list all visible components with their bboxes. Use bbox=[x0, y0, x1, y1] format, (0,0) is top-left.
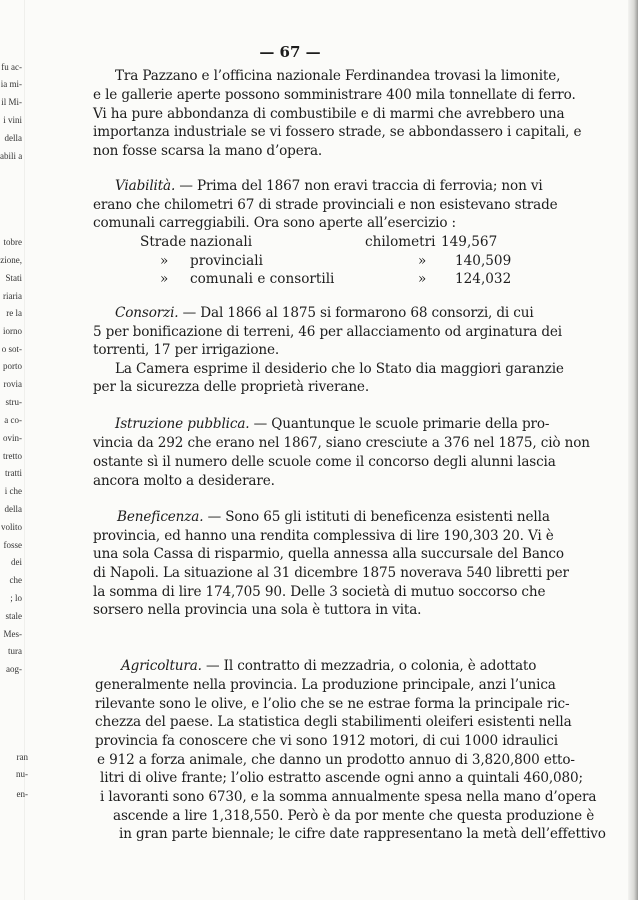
line-text: ostante sì il numero delle scuole come il concorso degli alunni lascia bbox=[93, 454, 556, 470]
roads-cell-a: Strade bbox=[140, 234, 187, 250]
text-line bbox=[97, 751, 575, 769]
line-text: una sola Cassa di risparmio, quella annessa alla succursale del Banco bbox=[93, 546, 564, 562]
line-text: 5 per bonificazione di terreni, 46 per allacciamento od arginatura dei bbox=[93, 324, 562, 340]
facing-page-edge bbox=[24, 0, 25, 900]
roads-cell-d: 149,567 bbox=[441, 234, 498, 250]
text-line bbox=[93, 378, 506, 396]
text-line bbox=[93, 341, 506, 359]
roads-cell-b: nazionali bbox=[190, 234, 253, 250]
text-line bbox=[93, 601, 506, 619]
margin-fragment: ran bbox=[16, 752, 28, 762]
text-line bbox=[93, 214, 506, 232]
text-line bbox=[93, 564, 569, 582]
text-line bbox=[115, 67, 561, 85]
margin-fragment: stale bbox=[5, 611, 22, 621]
line-text: sorsero nella provincia una sola è tuttora in vita. bbox=[93, 602, 422, 618]
margin-fragment: a co- bbox=[4, 415, 22, 425]
text-line bbox=[93, 472, 506, 490]
text-line bbox=[119, 825, 606, 843]
line-text: La Camera esprime il desiderio che lo Stato dia maggiori garanzie bbox=[115, 361, 564, 377]
text-line bbox=[93, 196, 558, 214]
margin-fragment: fosse bbox=[3, 540, 22, 550]
roads-cell-c: » bbox=[418, 252, 427, 269]
margin-fragment: dei bbox=[11, 557, 22, 567]
line-text: chezza del paese. La statistica degli stabilimenti oleiferi esistenti nella bbox=[95, 714, 572, 730]
page-gutter-shadow bbox=[628, 0, 638, 900]
line-text: rilevante sono le olive, e l’olio che se ne estrae forma la principale ric- bbox=[95, 696, 570, 712]
section-heading: Consorzi. bbox=[115, 305, 183, 321]
line-text: vincia da 292 che erano nel 1867, siano cresciute a 376 nel 1875, ciò non bbox=[93, 435, 590, 451]
margin-fragment: il Mi- bbox=[1, 97, 22, 107]
text-line bbox=[115, 177, 543, 195]
section-heading: Beneficenza. bbox=[117, 509, 208, 525]
margin-fragment: o sot- bbox=[1, 344, 22, 354]
margin-fragment: riaria bbox=[3, 291, 22, 301]
text-line bbox=[117, 508, 550, 526]
text-line bbox=[93, 105, 565, 123]
margin-fragment: della bbox=[4, 504, 22, 514]
line-text: di Napoli. La situazione al 31 dicembre 1875 noverava 540 libretti per bbox=[93, 565, 569, 581]
line-text: generalmente nella provincia. La produzione principale, anzi l’unica bbox=[95, 677, 556, 693]
line-text: la somma di lire 174,705 90. Delle 3 società di mutuo soccorso che bbox=[93, 584, 546, 600]
line-text: e le gallerie aperte possono somministrare 400 mila tonnellate di ferro. bbox=[93, 87, 576, 103]
margin-fragment: tura bbox=[8, 646, 22, 656]
text-line bbox=[93, 583, 546, 601]
text-line bbox=[95, 732, 558, 750]
margin-fragment: tratti bbox=[5, 468, 22, 478]
margin-fragment: fu ac- bbox=[1, 62, 22, 72]
text-line bbox=[93, 123, 582, 141]
line-text: i lavoranti sono 6730, e la somma annualmente spesa nella mano d’opera bbox=[100, 789, 597, 805]
line-text: provincia, ed hanno una rendita complessiva di lire 190,303 20. Vi è bbox=[93, 528, 554, 544]
text-line bbox=[121, 657, 537, 675]
section-heading: Viabilità. bbox=[115, 178, 180, 194]
margin-fragment: aog- bbox=[6, 664, 22, 674]
margin-fragment: porto bbox=[3, 361, 22, 371]
line-text: importanza industriale se vi fossero strade, se abbondassero i capitali, e bbox=[93, 124, 582, 140]
line-text: comunali carreggiabili. Ora sono aperte all’esercizio : bbox=[93, 215, 456, 231]
page-number: — 67 — bbox=[259, 43, 321, 61]
line-text: provincia fa conoscere che vi sono 1912 motori, di cui 1000 idraulici bbox=[95, 733, 558, 749]
line-text: non fosse scarsa la mano d’opera. bbox=[93, 143, 323, 159]
line-text: — Sono 65 gli istituti di beneficenza esistenti nella bbox=[207, 509, 550, 525]
margin-fragment: della bbox=[4, 133, 22, 143]
roads-cell-d: 140,509 bbox=[455, 252, 512, 269]
margin-fragment: che bbox=[9, 575, 22, 585]
margin-fragment: ia mi- bbox=[0, 79, 22, 89]
line-text: ascende a lire 1,318,550. Però è da por mente che questa produzione è bbox=[113, 808, 595, 824]
margin-fragment: Mes- bbox=[3, 629, 22, 639]
text-line bbox=[93, 545, 564, 563]
text-line bbox=[115, 415, 550, 433]
line-text: torrenti, 17 per irrigazione. bbox=[93, 342, 280, 358]
line-text: — Quantunque le scuole primarie della pro- bbox=[253, 416, 550, 432]
text-line bbox=[93, 323, 562, 341]
margin-fragment: ovin- bbox=[3, 433, 22, 443]
margin-fragment: volito bbox=[0, 522, 22, 532]
line-text: — Il contratto di mezzadria, o colonia, è adottato bbox=[206, 658, 537, 674]
line-text: in gran parte biennale; le cifre date rappresentano la metà dell’effettivo bbox=[119, 826, 606, 842]
line-text: litri di olive frante; l’olio estratto ascende ogni anno a quintali 460,080; bbox=[100, 770, 583, 786]
roads-cell-d: 124,032 bbox=[455, 271, 512, 287]
margin-fragment: i vini bbox=[3, 115, 22, 125]
line-text: Vi ha pure abbondanza di combustibile e di marmi che avrebbero una bbox=[93, 106, 565, 122]
margin-fragment: nu- bbox=[16, 769, 28, 779]
margin-fragment: Stati bbox=[5, 273, 22, 283]
text-line bbox=[95, 676, 556, 694]
text-line bbox=[93, 527, 554, 545]
margin-fragment: abili a bbox=[0, 151, 22, 161]
text-line bbox=[100, 788, 597, 806]
margin-fragment: zione, bbox=[0, 255, 22, 265]
margin-fragment: stru- bbox=[5, 397, 22, 407]
margin-fragment: re la bbox=[6, 308, 22, 318]
margin-fragment: tretto bbox=[3, 451, 22, 461]
margin-fragment: iorno bbox=[3, 326, 22, 336]
text-line bbox=[100, 769, 583, 787]
roads-cell-b: provinciali bbox=[190, 252, 263, 269]
text-line bbox=[95, 695, 570, 713]
margin-fragment: rovia bbox=[3, 379, 22, 389]
text-line bbox=[95, 713, 572, 731]
roads-cell-a: » bbox=[160, 271, 169, 287]
line-text: erano che chilometri 67 di strade provinciali e non esistevano strade bbox=[93, 197, 558, 213]
text-line bbox=[115, 304, 534, 322]
text-line bbox=[93, 434, 590, 452]
section-heading: Istruzione pubblica. bbox=[115, 416, 254, 432]
line-text: per la sicurezza delle proprietà riverane. bbox=[93, 379, 369, 395]
margin-fragment: en- bbox=[16, 789, 28, 799]
line-text: — Dal 1866 al 1875 si formarono 68 consorzi, di cui bbox=[182, 305, 534, 321]
margin-fragment: ; lo bbox=[10, 593, 22, 603]
text-line bbox=[113, 807, 595, 825]
text-line bbox=[93, 86, 576, 104]
line-text: ancora molto a desiderare. bbox=[93, 473, 275, 489]
text-line bbox=[93, 142, 506, 160]
text-line bbox=[115, 360, 564, 378]
line-text: e 912 a forza animale, che danno un prodotto annuo di 3,820,800 etto- bbox=[97, 752, 575, 768]
roads-cell-c: chilometri bbox=[365, 234, 436, 250]
margin-fragment: tobre bbox=[3, 237, 22, 247]
line-text: Tra Pazzano e l’officina nazionale Ferdinandea trovasi la limonite, bbox=[115, 68, 561, 84]
text-line bbox=[93, 453, 556, 471]
roads-cell-a: » bbox=[160, 252, 169, 269]
section-heading: Agricoltura. bbox=[121, 658, 207, 674]
line-text: — Prima del 1867 non eravi traccia di ferrovia; non vi bbox=[179, 178, 543, 194]
roads-cell-c: » bbox=[418, 271, 427, 287]
margin-fragment: i che bbox=[4, 486, 22, 496]
roads-cell-b: comunali e consortili bbox=[190, 271, 335, 287]
